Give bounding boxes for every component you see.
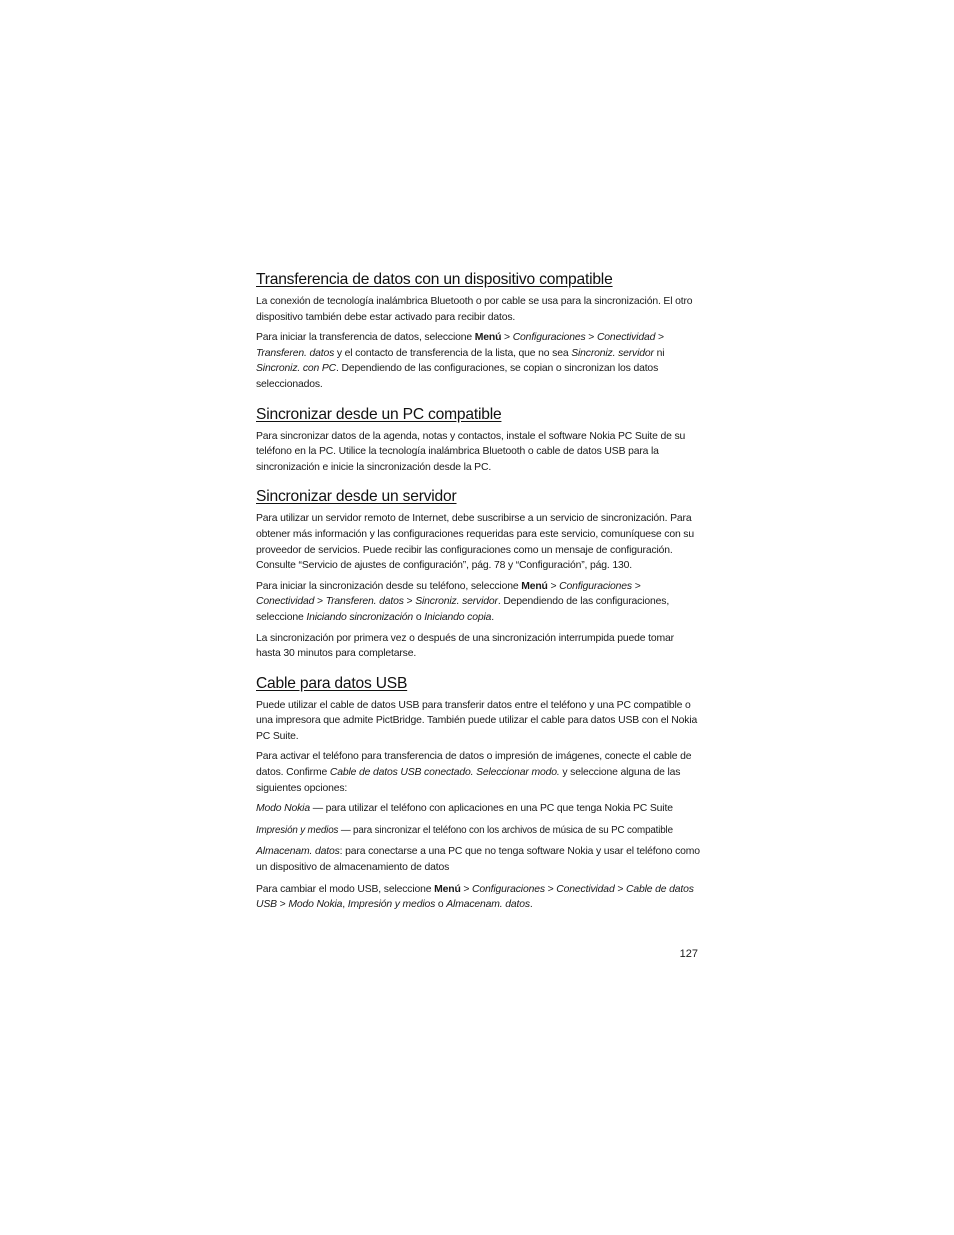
option-modo-nokia: Modo Nokia — para utilizar el teléfono con aplicaciones en una PC que tenga Nokia PC Suite [256, 803, 673, 815]
section-heading: Sincronizar desde un servidor [256, 488, 457, 506]
paragraph: Para cambiar el modo USB, seleccione Menú > Configuraciones > Conectividad > Cable de datos USB > Modo Nokia, Impresión y medios o Almacenam. datos. [256, 883, 694, 911]
section-heading: Cable para datos USB [256, 674, 408, 692]
section-transferencia [256, 270, 700, 393]
paragraph: Para iniciar la transferencia de datos, seleccione Menú > Configuraciones > Conectividad > Transferen. datos y el contacto de transferencia de la lista, que no sea Sincroniz. servidor ni Sincroniz. con PC. Dependiendo de las configuraciones, se copian o sincronizan los datos seleccionados. [256, 332, 665, 390]
paragraph: La conexión de tecnología inalámbrica Bluetooth o por cable se usa para la sincronización. El otro dispositivo también debe estar activado para recibir datos. [256, 296, 693, 323]
paragraph: Puede utilizar el cable de datos USB para transferir datos entre el teléfono y una PC compatible o una impresora que admite PictBridge. También puede utilizar el cable para datos USB con el Nokia PC Suite. [256, 699, 698, 742]
option-almacenam-datos: Almacenam. datos: para conectarse a una PC que no tenga software Nokia y usar el teléfono como un dispositivo de almacenamiento de datos [256, 846, 700, 874]
option-impresion-medios: Impresión y medios — para sincronizar el teléfono con los archivos de música de su PC compatible [256, 824, 673, 836]
section-sincronizar-servidor [256, 487, 700, 661]
page-number: 127 [679, 948, 698, 960]
section-heading: Transferencia de datos con un dispositivo compatible [256, 271, 613, 288]
page-content [256, 270, 700, 925]
paragraph: Para iniciar la sincronización desde su teléfono, seleccione Menú > Configuraciones > Conectividad > Transferen. datos > Sincroniz. servidor. Dependiendo de las configuraciones, seleccione Iniciando sincronización o Iniciando copia. [256, 580, 670, 623]
section-cable-usb [256, 674, 700, 913]
paragraph: Para activar el teléfono para transferencia de datos o impresión de imágenes, conecte el cable de datos. Confirme Cable de datos USB conectado. Seleccionar modo. y seleccione alguna de las siguientes opciones: [256, 751, 692, 794]
paragraph: Para sincronizar datos de la agenda, notas y contactos, instale el software Nokia PC Suite de su teléfono en la PC. Utilice la tecnología inalámbrica Bluetooth o cable de datos USB para la sincronización e inicie la sincronización desde la PC. [256, 430, 686, 473]
section-heading: Sincronizar desde un PC compatible [256, 405, 502, 423]
paragraph: Para utilizar un servidor remoto de Internet, debe suscribirse a un servicio de sincronización. Para obtener más información y las configuraciones requeridas para este servicio, comuníquese con su proveedor de servicios. Puede recibir las configuraciones como un mensaje de configuración. Consulte “Servicio de ajustes de configuración”, pág. 78 y “Configuración”, pág. 130. [256, 513, 694, 572]
paragraph: La sincronización por primera vez o después de una sincronización interrumpida puede tomar hasta 30 minutos para completarse. [256, 632, 674, 660]
section-sincronizar-pc [256, 405, 700, 476]
